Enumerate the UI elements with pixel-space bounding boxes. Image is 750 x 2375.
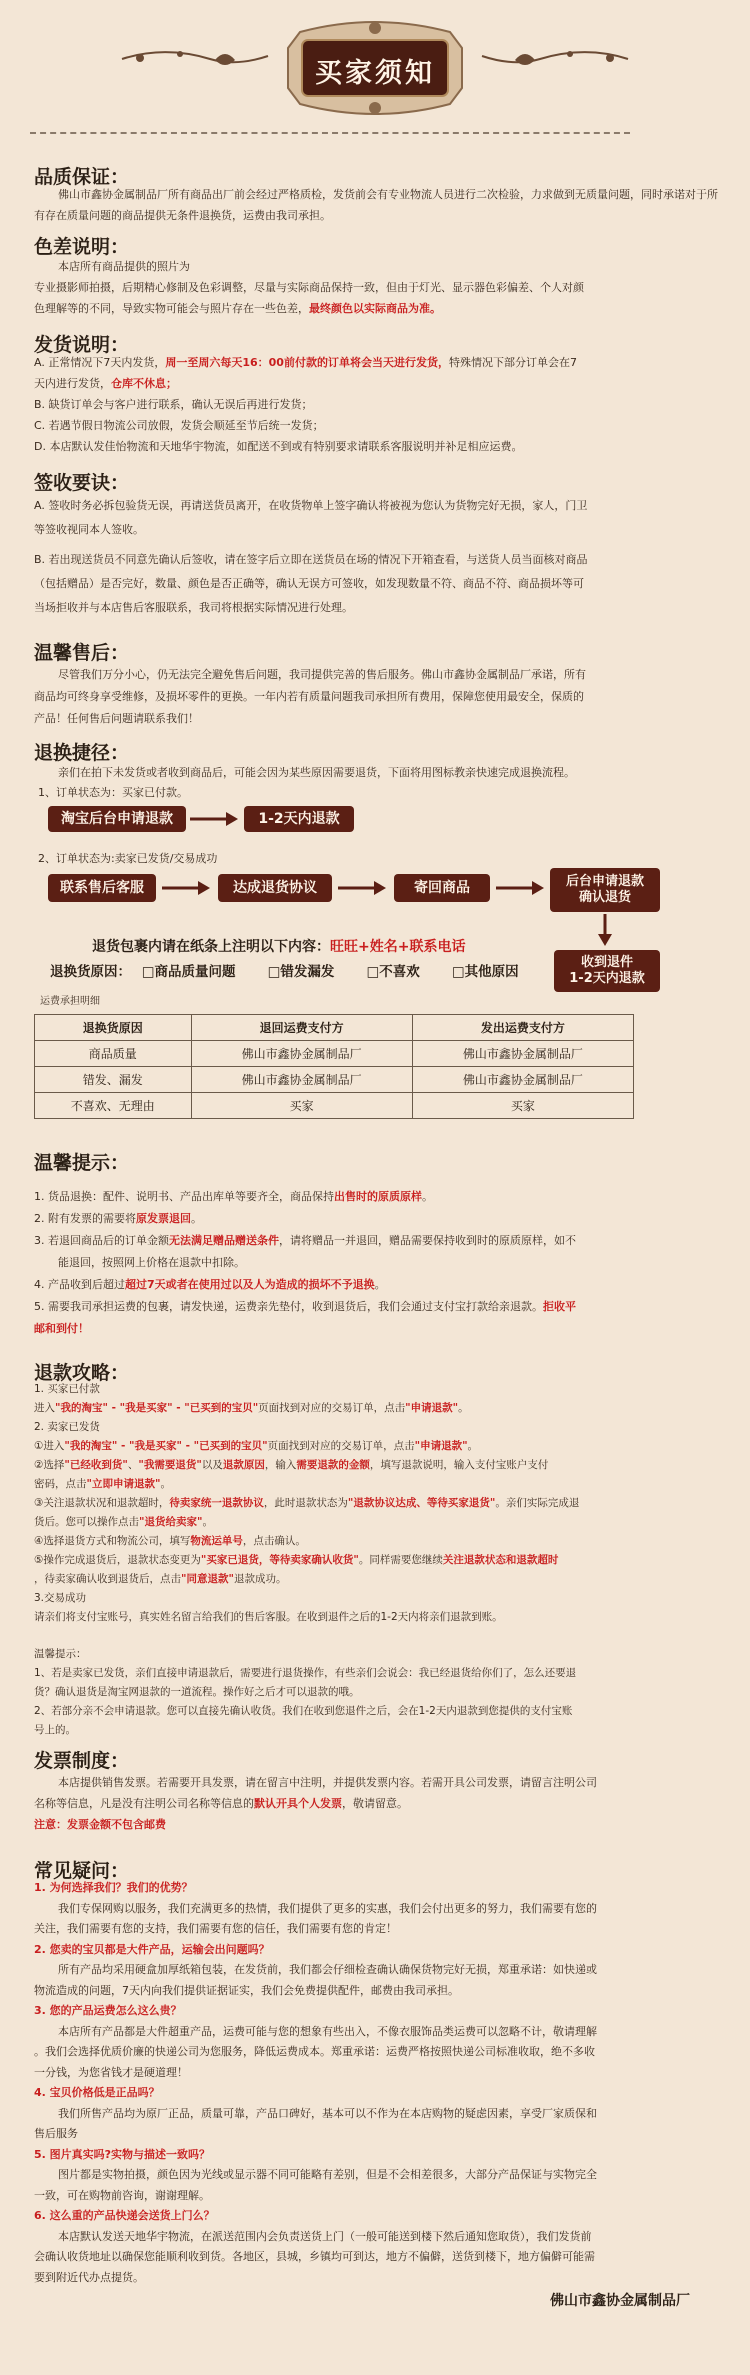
flow-receive-return-l2: 1-2天内退款 xyxy=(569,971,645,986)
tip-4c: 。 xyxy=(374,1278,386,1291)
cost-table-cell: 商品质量 xyxy=(35,1041,192,1067)
color-text xyxy=(34,256,720,319)
refund-tip1a: 1、若是卖家已发货，亲们直接申请退款后，需要进行退货操作，有些亲们会说会：我已经退货给你们了，怎么还要退 xyxy=(34,1667,577,1679)
refund-s2-2e: 以及 xyxy=(201,1459,223,1471)
invoice-text xyxy=(34,1772,720,1835)
cost-table-row xyxy=(35,1041,634,1067)
return-reasons xyxy=(50,960,519,980)
faq-a6c: 要到附近代办点提货。 xyxy=(34,2270,144,2284)
flow-apply-refund: 淘宝后台申请退款 xyxy=(48,806,186,832)
faq-q1: 1. 为何选择我们？我们的优势？ xyxy=(34,1881,193,1894)
after-title: 温馨售后： xyxy=(34,642,130,664)
refund-s2-5g: 退款成功。 xyxy=(233,1573,287,1585)
refund-s2-2j: 密码，点击 xyxy=(34,1478,87,1490)
refund-s2-2g: ，输入 xyxy=(264,1459,297,1471)
refund-s2-1 xyxy=(34,1437,720,1456)
faq-a1b: 关注，我们需要有您的支持，我们需要有您的信任，我们需要有您的肯定！ xyxy=(34,1922,397,1935)
exchange-step1: 1、订单状态为：买家已付款。 xyxy=(38,786,188,799)
refund-s2-2l: 。 xyxy=(160,1478,171,1490)
ship-a4: 天内进行发货， xyxy=(34,377,111,390)
refund-s2-5d: 关注退款状态和退款超时 xyxy=(442,1554,559,1566)
refund-s1-detail xyxy=(34,1399,720,1418)
flow-backend-refund-l1: 后台申请退款 xyxy=(565,874,644,890)
refund-s3-text: 请亲们将支付宝账号，真实姓名留言给我们的售后客服。在收到退件之后的1-2天内将亲们退款到账。 xyxy=(34,1611,503,1623)
refund-s2-3g: "退货给卖家" xyxy=(139,1516,203,1528)
flow-receive-return-l1: 收到退件 xyxy=(580,955,633,971)
invoice-l2 xyxy=(34,1793,720,1814)
refund-s2-3f: 货后。您可以操作点击 xyxy=(34,1516,139,1528)
ship-a5: 仓库不休息； xyxy=(111,377,177,390)
refund-s2-5b-line xyxy=(34,1570,720,1589)
cost-table-cell: 佛山市鑫协金属制品厂 xyxy=(191,1041,412,1067)
faq-title: 常见疑问： xyxy=(34,1860,130,1882)
refund-s2-3c: ，此时退款状态为 xyxy=(263,1497,348,1509)
refund-s3: 3.交易成功 xyxy=(34,1592,87,1604)
color-line-3b: 最终颜色以实际商品为准。 xyxy=(309,302,441,315)
refund-s2-3e: 。亲们实际完成退 xyxy=(495,1497,580,1509)
ship-text xyxy=(34,352,720,457)
tip-3c: ，请将赠品一并退回，赠品需要保持收到时的原质原样，如不 xyxy=(279,1234,576,1247)
header xyxy=(0,0,750,130)
faq-a1a: 我们专保网购以服务，我们充满更多的热情，我们提供了更多的实惠，我们会付出更多的努力，我们需要有您的 xyxy=(58,1901,597,1915)
tip-5b: 拒收平 xyxy=(543,1300,576,1313)
ship-d: D. 本店默认发佳怡物流和天地华宇物流，如配送不到或有特别要求请联系客服说明并补足相应运费。 xyxy=(34,440,523,453)
flow-agree-return: 达成退货协议 xyxy=(218,874,332,902)
ship-b: B. 缺货订单会与客户进行联系，确认无误后再进行发货； xyxy=(34,398,313,411)
tip-5a: 5. 需要我司承担运费的包裹，请发快递，运费亲先垫付，收到退货后，我们会通过支付宝打款给亲退款。 xyxy=(34,1300,543,1313)
return-note xyxy=(92,936,465,956)
exchange-step2: 2、订单状态为:卖家已发货/交易成功 xyxy=(38,852,218,865)
refund-tip1b: 货？确认退货是淘宝网退款的一道流程。操作好之后才可以退款的哦。 xyxy=(34,1686,360,1698)
refund-s2-3b: 待卖家统一退款协议 xyxy=(169,1497,264,1509)
refund-s2-1a: ①进入 xyxy=(34,1440,65,1452)
ship-a2: 周一至周六每天16：00前付款的订单将会当天进行发货， xyxy=(165,356,449,369)
faq-q4: 4. 宝贝价格低是正品吗？ xyxy=(34,2086,160,2099)
exchange-intro: 亲们在拍下未发货或者收到商品后，可能会因为某些原因需要退货，下面将用图标教亲快速完成退换流程。 xyxy=(58,766,575,779)
sign-title: 签收要诀： xyxy=(34,472,130,494)
tip-1a: 1. 货品退换：配件、说明书、产品出库单等要齐全，商品保持 xyxy=(34,1190,334,1203)
tips-title: 温馨提示： xyxy=(34,1152,130,1174)
refund-s2-2b: "已经收到货" xyxy=(64,1459,128,1471)
tip-2b: 原发票退回 xyxy=(136,1212,191,1225)
invoice-l2b: 默认开具个人发票 xyxy=(254,1797,342,1810)
refund-s1d: "申请退款" xyxy=(405,1402,459,1414)
faq-a6b: 会确认收货地址以确保您能顺利收到货。各地区，县城，乡镇均可到达，地方不偏僻，送货到楼下，地方偏僻可能需 xyxy=(34,2250,595,2263)
refund-s1: 1. 买家已付款 xyxy=(34,1383,100,1395)
ship-a-cont xyxy=(34,373,720,394)
cost-table-row xyxy=(35,1067,634,1093)
arrow-right-icon xyxy=(190,810,240,828)
after-l2: 商品均可终身享受维修，及损坏零件的更换。一年内若有质量问题我司承担所有费用，保障您使用最安全，保质的 xyxy=(34,690,584,703)
cost-table-header xyxy=(35,1015,634,1041)
refund-s2-5e: ，待卖家确认收到退货后，点击 xyxy=(34,1573,181,1585)
refund-s2-1b: "我的淘宝" - "我是买家" - "已买到的宝贝" xyxy=(64,1440,268,1452)
right-ornament-icon xyxy=(480,46,630,72)
invoice-title: 发票制度： xyxy=(34,1750,130,1772)
refund-s2-5a: ⑤操作完成退货后，退款状态变更为 xyxy=(34,1554,201,1566)
refund-s2-3b-line xyxy=(34,1513,720,1532)
reason-quality-checkbox: □商品质量问题 xyxy=(141,964,236,980)
arrow-down-icon xyxy=(596,914,614,948)
refund-title: 退款攻略： xyxy=(34,1362,130,1384)
refund-s2-2i: ，填写退款说明，输入支付宝账户支付 xyxy=(369,1459,549,1471)
faq-q5: 5. 图片真实吗?实物与描述一致吗？ xyxy=(34,2147,211,2161)
tip-4 xyxy=(34,1274,720,1296)
cost-table-cell: 佛山市鑫协金属制品厂 xyxy=(412,1041,633,1067)
return-note-b: 旺旺+姓名+联系电话 xyxy=(330,939,466,955)
refund-s2-2a: ②选择 xyxy=(34,1459,65,1471)
arrow-right-icon xyxy=(496,879,546,897)
header-divider xyxy=(30,132,630,134)
cost-table xyxy=(34,1014,634,1119)
refund-s2-2 xyxy=(34,1456,720,1475)
refund-s2-5c: 。同样需要您继续 xyxy=(358,1554,443,1566)
refund-s2-2d: "我需要退货" xyxy=(138,1459,202,1471)
faq-text xyxy=(34,1878,720,2288)
faq-q2: 2. 您卖的宝贝都是大件产品，运输会出问题吗？ xyxy=(34,1942,270,1956)
refund-s1c: 页面找到对应的交易订单，点击 xyxy=(258,1402,406,1414)
tip-2c: 。 xyxy=(191,1212,202,1225)
reason-wrong-checkbox: □错发漏发 xyxy=(267,964,335,980)
tip-1b: 出售时的原质原样 xyxy=(334,1190,422,1203)
faq-a4a: 我们所售产品均为原厂正品，质量可靠，产品口碑好，基本可以不作为在本店购物的疑虑因素，享受厂家质保和 xyxy=(58,2106,597,2120)
tip-3b: 无法满足赠品赠送条件 xyxy=(169,1234,279,1247)
faq-a3a: 本店所有产品都是大件超重产品，运费可能与您的想象有些出入，不像衣服饰品类运费可以忽略不计，敬请理解 xyxy=(58,2024,597,2038)
ship-a1: A. 正常情况下7天内发货， xyxy=(34,356,166,369)
after-l3: 产品！任何售后问题请联系我们！ xyxy=(34,712,199,725)
cost-table-cell: 买家 xyxy=(412,1093,633,1119)
invoice-l2c: ，敬请留意。 xyxy=(342,1797,408,1810)
refund-s2-1c: 页面找到对应的交易订单，点击 xyxy=(267,1440,415,1452)
refund-s2-4c: ，点击确认。 xyxy=(242,1535,306,1547)
tip-1c: 。 xyxy=(422,1190,433,1203)
flow-send-back: 寄回商品 xyxy=(394,874,490,902)
refund-s2-3 xyxy=(34,1494,720,1513)
tip-2 xyxy=(34,1208,720,1230)
refund-s1a: 进入 xyxy=(34,1402,55,1414)
cost-label: 运费承担明细 xyxy=(40,996,100,1007)
sign-b1: B. 若出现送货员不同意先确认后签收，请在签字后立即在送货员在场的情况下开箱查看，与送货人员当面核对商品 xyxy=(34,553,588,566)
refund-s2-2c: 、 xyxy=(127,1459,139,1471)
cost-table-header-cell: 退换货原因 xyxy=(35,1015,192,1041)
invoice-l1: 本店提供销售发票。若需要开具发票，请在留言中注明，并提供发票内容。若需开具公司发票，请留言注明公司 xyxy=(58,1776,597,1789)
refund-s1e: 。 xyxy=(458,1402,469,1414)
refund-s1b: "我的淘宝" - "我是买家" - "已买到的宝贝" xyxy=(55,1402,259,1414)
invoice-l2a: 名称等信息，凡是没有注明公司名称等信息的 xyxy=(34,1797,254,1810)
quality-text: 佛山市鑫协金属制品厂所有商品出厂前会经过严格质检，发货前会有专业物流人员进行二次检验，力求做到无质量问题，同时承诺对于所有存在质量问题的商品提供无条件退换货，运费由我司承担。 xyxy=(34,188,718,222)
exchange-title: 退换捷径： xyxy=(34,742,130,764)
faq-a6a: 本店默认发送天地华宇物流，在派送范围内会负责送货上门（一般可能送到楼下然后通知您取货），我们发货前 xyxy=(58,2229,592,2243)
color-line-3 xyxy=(34,298,720,319)
refund-tip-title: 温馨提示： xyxy=(34,1648,87,1660)
faq-a4b: 售后服务 xyxy=(34,2127,78,2140)
sign-a1: A. 签收时务必拆包验货无误，再请送货员离开，在收货物单上签字确认将被视为您认为货物完好无损，家人，门卫 xyxy=(34,499,588,512)
faq-q6: 6. 这么重的产品快递会送货上门么？ xyxy=(34,2209,215,2222)
cost-table-cell: 错发、漏发 xyxy=(35,1067,192,1093)
tip-4a: 4. 产品收到后超过 xyxy=(34,1278,125,1291)
tip-3 xyxy=(34,1230,720,1252)
flow-backend-refund xyxy=(550,868,660,912)
refund-s2-3a: ③关注退款状况和退款超时， xyxy=(34,1497,170,1509)
return-note-a: 退货包裹内请在纸条上注明以下内容： xyxy=(92,939,330,955)
refund-s2-5f: "同意退款" xyxy=(181,1573,234,1585)
cost-table-cell: 佛山市鑫协金属制品厂 xyxy=(412,1067,633,1093)
arrow-right-icon xyxy=(162,879,212,897)
faq-a2b: 物流造成的问题，7天内向我们提供证据证实，我们会免费提供配件，邮费由我司承担。 xyxy=(34,1983,459,1997)
refund-s2-2h: 需要退款的金额 xyxy=(296,1459,370,1471)
cost-table-row xyxy=(35,1093,634,1119)
sign-b3: 当场拒收并与本店售后客服联系，我司将根据实际情况进行处理。 xyxy=(34,601,353,614)
tip-4b: 超过7天或者在使用过以及人为造成的损坏不予退换 xyxy=(125,1278,375,1291)
faq-a2a: 所有产品均采用硬盒加厚纸箱包装，在发货前，我们都会仔细检查确认确保货物完好无损，郑重承诺：如快递或 xyxy=(58,1963,597,1976)
color-title: 色差说明： xyxy=(34,236,130,258)
refund-tip2a: 2、若部分亲不会申请退款。您可以直接先确认收货。我们在收到您退件之后，会在1-2天内退款到您提供的支付宝账 xyxy=(34,1705,573,1717)
refund-text xyxy=(34,1380,720,1740)
reason-label: 退换货原因： xyxy=(50,964,131,980)
tip-3a: 3. 若退回商品后的订单金额 xyxy=(34,1234,169,1247)
flow-receive-return xyxy=(554,950,660,992)
cost-table-cell: 不喜欢、无理由 xyxy=(35,1093,192,1119)
arrow-right-icon xyxy=(338,879,388,897)
refund-s2-5 xyxy=(34,1551,720,1570)
cost-table-header-cell: 发出运费支付方 xyxy=(412,1015,633,1041)
refund-s2-1d: "申请退款" xyxy=(414,1440,468,1452)
refund-s2-1e: 。 xyxy=(467,1440,479,1452)
sign-b2: （包括赠品）是否完好，数量、颜色是否正确等，确认无误方可签收，如发现数量不符、商品不符、商品损坏等可 xyxy=(34,577,584,590)
color-line-2: 专业摄影师拍摄，后期精心修制及色彩调整，尽量与实际商品保持一致，但由于灯光、显示器色彩偏差、个人对颜 xyxy=(34,281,584,294)
refund-s2-2k: "立即申请退款" xyxy=(86,1478,161,1490)
page-title: 买家须知 xyxy=(315,58,435,89)
tip-3d: 能退回，按照网上价格在退款中扣除。 xyxy=(58,1256,245,1269)
tip-5 xyxy=(34,1296,720,1318)
faq-a5a: 图片都是实物拍摄，颜色因为光线或显示器不同可能略有差别，但是不会相差很多，大部分产品保证与实物完全 xyxy=(58,2168,597,2181)
invoice-note: 注意：发票金额不包含邮费 xyxy=(34,1818,166,1831)
ship-c: C. 若遇节假日物流公司放假，发货会顺延至节后统一发货； xyxy=(34,419,324,432)
refund-s2-5b: "买家已退货，等待卖家确认收货" xyxy=(200,1554,359,1566)
faq-q3: 3. 您的产品运费怎么这么贵？ xyxy=(34,2004,182,2017)
refund-s2-3d: "退款协议达成、等待买家退货" xyxy=(347,1497,496,1509)
reason-other-checkbox: □其他原因 xyxy=(451,964,519,980)
reason-dislike-checkbox: □不喜欢 xyxy=(366,964,420,980)
cost-table-header-cell: 退回运费支付方 xyxy=(191,1015,412,1041)
faq-a5b: 一致，可在购物前咨询，谢谢理解。 xyxy=(34,2188,210,2202)
refund-s2-4 xyxy=(34,1532,720,1551)
quality-title: 品质保证： xyxy=(34,166,130,188)
after-l1: 尽管我们万分小心，仍无法完全避免售后问题，我司提供完善的售后服务。佛山市鑫协金属制品厂承诺，所有 xyxy=(58,668,586,681)
ship-a xyxy=(34,352,720,373)
sign-a2: 等签收视同本人签收。 xyxy=(34,523,144,536)
sign-text xyxy=(34,494,720,620)
flow-refund-days: 1-2天内退款 xyxy=(244,806,354,832)
color-line-1: 本店所有商品提供的照片为 xyxy=(58,260,190,273)
footer-signature: 佛山市鑫协金属制品厂 xyxy=(550,2293,690,2309)
cost-table-cell: 佛山市鑫协金属制品厂 xyxy=(191,1067,412,1093)
refund-s2-2f: 退款原因 xyxy=(222,1459,265,1471)
flow-backend-refund-l2: 确认退货 xyxy=(578,890,631,905)
ship-title: 发货说明： xyxy=(34,334,130,356)
refund-s2-3h: 。 xyxy=(202,1516,213,1528)
ship-a3: 特殊情况下部分订单会在7 xyxy=(448,356,577,369)
after-text xyxy=(34,664,720,730)
refund-s2-4a: ④选择退货方式和物流公司，填写 xyxy=(34,1535,191,1547)
refund-tip2b: 号上的。 xyxy=(34,1724,76,1736)
tip-2a: 2. 附有发票的需要将 xyxy=(34,1212,136,1225)
color-line-3a: 色理解等的不同，导致实物可能会与照片存在一些色差， xyxy=(34,302,309,315)
refund-s2: 2. 卖家已发货 xyxy=(34,1421,100,1433)
faq-a3c: 一分钱，为您省钱才是硬道理！ xyxy=(34,2065,188,2079)
refund-s2-4b: 物流运单号 xyxy=(190,1535,243,1547)
tips-text xyxy=(34,1186,720,1340)
cost-table-cell: 买家 xyxy=(191,1093,412,1119)
left-ornament-icon xyxy=(120,46,270,72)
refund-s2-2b-line xyxy=(34,1475,720,1494)
tip-5c: 邮和到付！ xyxy=(34,1322,89,1335)
tip-1 xyxy=(34,1186,720,1208)
flow-contact-service: 联系售后客服 xyxy=(48,874,156,902)
faq-a3b: 。我们会选择优质价廉的快递公司为您服务，降低运费成本。郑重承诺：运费严格按照快递公司标准收取，绝不多收 xyxy=(34,2045,595,2058)
header-banner xyxy=(280,18,470,118)
